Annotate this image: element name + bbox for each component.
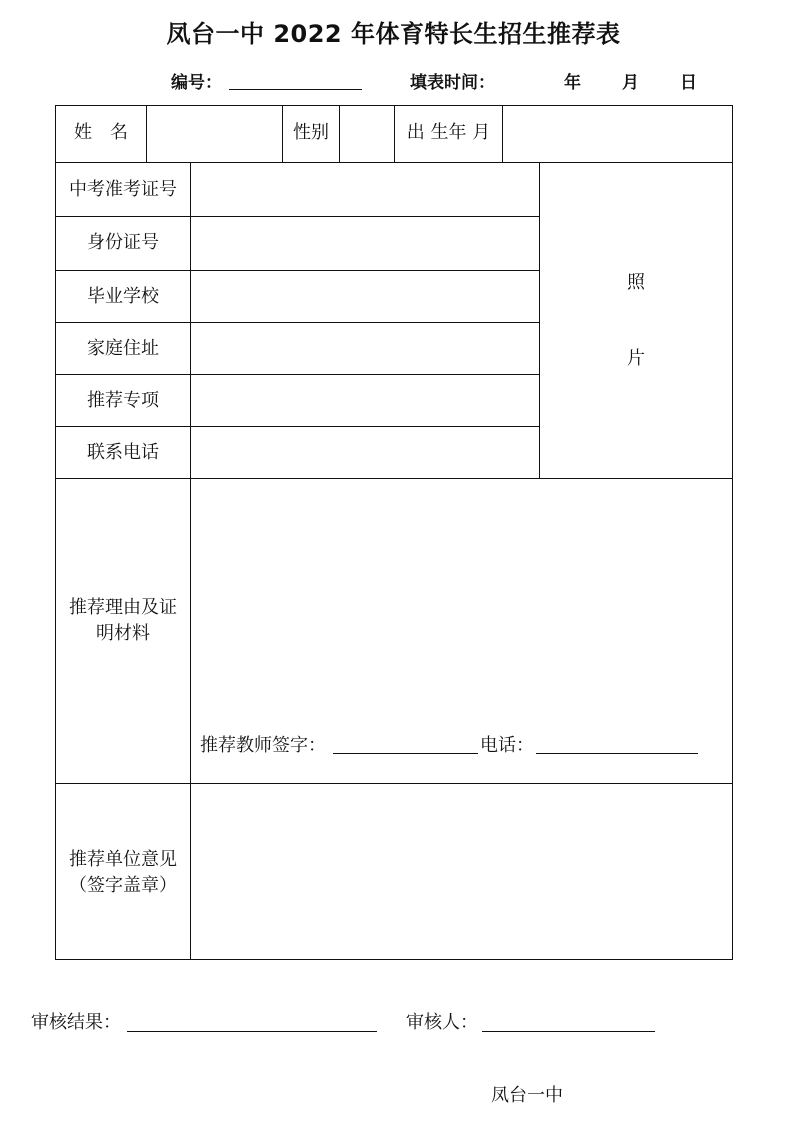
number-field[interactable]: [229, 89, 362, 90]
gender-field[interactable]: [341, 107, 393, 161]
row-divider: [55, 162, 733, 163]
review-result-label: 审核结果：: [31, 1012, 121, 1033]
address-label: 家庭住址: [87, 338, 159, 359]
unit-opinion-label-1: 推荐单位意见: [69, 849, 177, 870]
name-label: 姓 名: [74, 122, 128, 143]
row-divider: [55, 270, 539, 271]
reviewer-label: 审核人：: [406, 1012, 478, 1033]
photo-label-1: 照: [627, 272, 645, 293]
col-divider: [539, 162, 540, 478]
teacher-sign-label: 推荐教师签字：: [200, 735, 326, 756]
fill-time-label: 填表时间：: [410, 73, 495, 93]
year-label: 年: [564, 73, 581, 93]
teacher-phone-field[interactable]: [536, 753, 698, 754]
phone-field[interactable]: [192, 428, 538, 477]
teacher-phone-label: 电话：: [480, 735, 534, 756]
col-divider: [190, 162, 191, 959]
address-field[interactable]: [192, 324, 538, 373]
row-divider: [55, 426, 539, 427]
exam-id-label: 中考准考证号: [69, 179, 177, 200]
reason-label-1: 推荐理由及证: [69, 597, 177, 618]
sport-label: 推荐专项: [87, 390, 159, 411]
reason-label-2: 明材料: [96, 623, 150, 644]
school-field[interactable]: [192, 272, 538, 321]
month-label: 月: [622, 73, 639, 93]
phone-label: 联系电话: [87, 442, 159, 463]
col-divider: [502, 105, 503, 162]
photo-box[interactable]: [541, 164, 731, 477]
school-name: 凤台一中: [491, 1085, 563, 1106]
day-label: 日: [680, 73, 697, 93]
school-label: 毕业学校: [87, 286, 159, 307]
birth-field[interactable]: [504, 107, 730, 161]
row-divider: [55, 783, 733, 784]
review-result-field[interactable]: [127, 1031, 377, 1032]
col-divider: [146, 105, 147, 162]
number-label: 编号：: [171, 73, 222, 93]
photo-label-2: 片: [627, 348, 645, 369]
row-divider: [55, 322, 539, 323]
page-title: 凤台一中 2022 年体育特长生招生推荐表: [166, 20, 621, 48]
name-field[interactable]: [148, 107, 280, 161]
unit-opinion-field[interactable]: [192, 785, 730, 957]
unit-opinion-label-2: （签字盖章）: [69, 875, 177, 896]
teacher-sign-field[interactable]: [333, 753, 478, 754]
id-card-label: 身份证号: [87, 232, 159, 253]
row-divider: [55, 216, 539, 217]
row-divider: [55, 374, 539, 375]
id-card-field[interactable]: [192, 218, 538, 269]
reviewer-field[interactable]: [482, 1031, 655, 1032]
row-divider: [55, 478, 733, 479]
sport-field[interactable]: [192, 376, 538, 425]
col-divider: [339, 105, 340, 162]
exam-id-field[interactable]: [192, 164, 538, 215]
birth-label: 出 生年 月: [406, 122, 491, 143]
gender-label: 性别: [293, 122, 329, 143]
reason-field[interactable]: [192, 480, 730, 720]
